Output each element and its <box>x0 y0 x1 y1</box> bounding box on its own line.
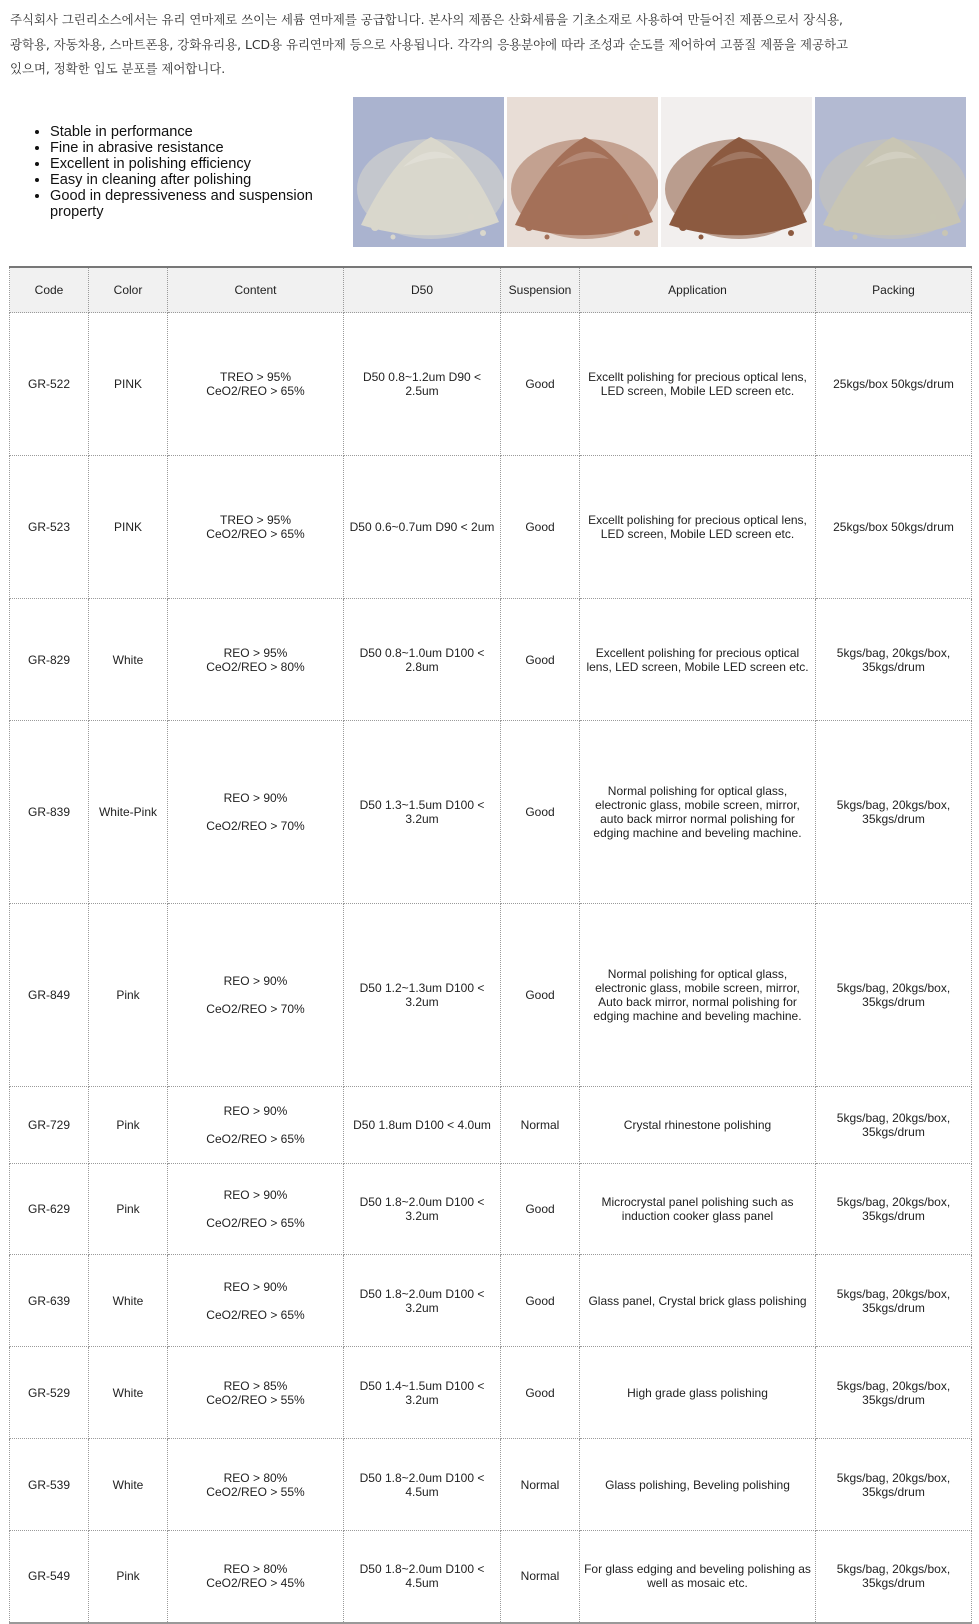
content-line: CeO2/REO > 55% <box>206 1484 305 1499</box>
cell-content <box>168 1164 344 1255</box>
intro-text <box>10 8 880 82</box>
cell-code: GR-729 <box>10 1087 89 1164</box>
pink-powder-photo <box>507 97 658 247</box>
cell-content <box>168 313 344 456</box>
cell-content <box>168 1439 344 1531</box>
content-line: REO > 85% <box>223 1378 288 1393</box>
content-line: REO > 90% <box>223 974 288 988</box>
cell-application: Excellt polishing for precious optical lens, LED screen, Mobile LED screen etc. <box>580 456 816 599</box>
content-line: CeO2/REO > 65% <box>206 1216 305 1230</box>
header-color: Color <box>89 267 168 313</box>
cell-packing: 25kgs/box 50kgs/drum <box>816 313 972 456</box>
cell-color: White <box>89 599 168 721</box>
cell-application: Crystal rhinestone polishing <box>580 1087 816 1164</box>
cell-code: GR-523 <box>10 456 89 599</box>
cell-application: Excellent polishing for precious optical lens, LED screen, Mobile LED screen etc. <box>580 599 816 721</box>
content-line: TREO > 95% <box>219 513 292 527</box>
cell-d50: D50 1.8~2.0um D100 < 3.2um <box>344 1164 501 1255</box>
cell-suspension: Good <box>501 313 580 456</box>
cell-suspension: Good <box>501 456 580 599</box>
table-row <box>10 1255 972 1347</box>
cell-code: GR-839 <box>10 721 89 904</box>
cell-color: Pink <box>89 1087 168 1164</box>
cell-suspension: Good <box>501 721 580 904</box>
cell-code: GR-629 <box>10 1164 89 1255</box>
white-powder-photo <box>353 97 504 247</box>
table-row <box>10 904 972 1087</box>
content-line: CeO2/REO > 65% <box>206 1307 305 1322</box>
cell-code: GR-829 <box>10 599 89 721</box>
cell-color: Pink <box>89 1531 168 1623</box>
cell-application: For glass edging and beveling polishing as well as mosaic etc. <box>580 1531 816 1623</box>
table-row <box>10 599 972 721</box>
product-spec-table <box>9 266 972 1624</box>
cell-code: GR-849 <box>10 904 89 1087</box>
content-line: CeO2/REO > 65% <box>206 527 305 541</box>
content-line: REO > 90% <box>223 1279 288 1294</box>
cell-d50: D50 0.8~1.0um D100 < 2.8um <box>344 599 501 721</box>
content-line: TREO > 95% <box>219 370 292 384</box>
feature-list <box>28 124 360 220</box>
cell-code: GR-549 <box>10 1531 89 1623</box>
feature-item: • Easy in cleaning after polishing <box>50 172 360 188</box>
cell-content <box>168 1347 344 1439</box>
table-row <box>10 1439 972 1531</box>
content-line: CeO2/REO > 70% <box>206 819 305 833</box>
cell-application: Glass polishing, Beveling polishing <box>580 1439 816 1531</box>
header-d50: D50 <box>344 267 501 313</box>
intro-line: 주식회사 그린리소스에서는 유리 연마제로 쓰이는 세륨 연마제를 공급합니다. 본사의 제품은 산화세륨을 기초소재로 사용하여 만들어진 제품으로서 장식용, <box>10 12 843 27</box>
cell-application: Glass panel, Crystal brick glass polishing <box>580 1255 816 1347</box>
table-row <box>10 313 972 456</box>
cell-packing: 5kgs/bag, 20kgs/box, 35kgs/drum <box>816 1531 972 1623</box>
intro-line: 있으며, 정확한 입도 분포를 제어합니다. <box>10 61 226 76</box>
cell-color: White <box>89 1439 168 1531</box>
content-line: REO > 90% <box>223 1104 288 1118</box>
cell-color: PINK <box>89 313 168 456</box>
cell-packing: 5kgs/bag, 20kgs/box, 35kgs/drum <box>816 1255 972 1347</box>
cell-content <box>168 1531 344 1623</box>
cell-suspension: Good <box>501 599 580 721</box>
cell-suspension: Good <box>501 904 580 1087</box>
feature-item: • Excellent in polishing efficiency <box>50 156 360 172</box>
cell-suspension: Good <box>501 1347 580 1439</box>
content-line: REO > 90% <box>223 791 288 805</box>
content-line: CeO2/REO > 45% <box>206 1576 305 1591</box>
cell-color: PINK <box>89 456 168 599</box>
feature-item: • Fine in abrasive resistance <box>50 140 360 156</box>
content-line: REO > 95% <box>223 645 288 660</box>
content-line: CeO2/REO > 65% <box>206 384 305 398</box>
content-line: CeO2/REO > 80% <box>206 659 305 674</box>
cell-d50: D50 1.8~2.0um D100 < 4.5um <box>344 1531 501 1623</box>
cell-color: White <box>89 1347 168 1439</box>
table-row <box>10 1347 972 1439</box>
feature-item: • Good in depressiveness and suspension property <box>50 188 360 220</box>
cell-d50: D50 0.6~0.7um D90 < 2um <box>344 456 501 599</box>
table-header-row <box>10 267 972 313</box>
cell-color: White-Pink <box>89 721 168 904</box>
cell-content <box>168 599 344 721</box>
cell-color: Pink <box>89 904 168 1087</box>
cell-application: Microcrystal panel polishing such as induction cooker glass panel <box>580 1164 816 1255</box>
cell-content <box>168 721 344 904</box>
cell-d50: D50 0.8~1.2um D90 < 2.5um <box>344 313 501 456</box>
cell-code: GR-522 <box>10 313 89 456</box>
header-content: Content <box>168 267 344 313</box>
content-line: CeO2/REO > 55% <box>206 1392 305 1407</box>
cell-packing: 5kgs/bag, 20kgs/box, 35kgs/drum <box>816 1439 972 1531</box>
cell-suspension: Normal <box>501 1531 580 1623</box>
cell-color: Pink <box>89 1164 168 1255</box>
cell-packing: 5kgs/bag, 20kgs/box, 35kgs/drum <box>816 599 972 721</box>
cell-suspension: Normal <box>501 1087 580 1164</box>
table-row <box>10 1087 972 1164</box>
cell-code: GR-639 <box>10 1255 89 1347</box>
cell-suspension: Good <box>501 1164 580 1255</box>
header-suspension: Suspension <box>501 267 580 313</box>
cell-packing: 5kgs/bag, 20kgs/box, 35kgs/drum <box>816 1164 972 1255</box>
cell-d50: D50 1.8~2.0um D100 < 4.5um <box>344 1439 501 1531</box>
cell-content <box>168 1087 344 1164</box>
cell-packing: 5kgs/bag, 20kgs/box, 35kgs/drum <box>816 1347 972 1439</box>
cell-packing: 5kgs/bag, 20kgs/box, 35kgs/drum <box>816 721 972 904</box>
white-gray-powder-photo <box>815 97 966 247</box>
cell-packing: 5kgs/bag, 20kgs/box, 35kgs/drum <box>816 1087 972 1164</box>
feature-item: • Stable in performance <box>50 124 360 140</box>
brown-powder-photo <box>661 97 812 247</box>
header-code: Code <box>10 267 89 313</box>
cell-code: GR-529 <box>10 1347 89 1439</box>
content-line: REO > 90% <box>223 1188 288 1202</box>
table-row <box>10 1164 972 1255</box>
cell-suspension: Good <box>501 1255 580 1347</box>
cell-application: High grade glass polishing <box>580 1347 816 1439</box>
cell-content <box>168 1255 344 1347</box>
table-row <box>10 1531 972 1623</box>
cell-d50: D50 1.3~1.5um D100 < 3.2um <box>344 721 501 904</box>
header-application: Application <box>580 267 816 313</box>
cell-d50: D50 1.8~2.0um D100 < 3.2um <box>344 1255 501 1347</box>
cell-d50: D50 1.4~1.5um D100 < 3.2um <box>344 1347 501 1439</box>
table-row <box>10 721 972 904</box>
intro-line: 광학용, 자동차용, 스마트폰용, 강화유리용, LCD용 유리연마제 등으로 사용됩니다. 각각의 응용분야에 따라 조성과 순도를 제어하여 고품질 제품을 제공하고 <box>10 36 848 52</box>
cell-content <box>168 456 344 599</box>
cell-packing: 5kgs/bag, 20kgs/box, 35kgs/drum <box>816 904 972 1087</box>
cell-packing: 25kgs/box 50kgs/drum <box>816 456 972 599</box>
header-packing: Packing <box>816 267 972 313</box>
cell-d50: D50 1.2~1.3um D100 < 3.2um <box>344 904 501 1087</box>
content-line: CeO2/REO > 65% <box>206 1132 305 1146</box>
content-line: REO > 80% <box>223 1470 288 1485</box>
cell-application: Excellt polishing for precious optical lens, LED screen, Mobile LED screen etc. <box>580 313 816 456</box>
cell-suspension: Normal <box>501 1439 580 1531</box>
product-photos <box>353 97 966 247</box>
cell-color: White <box>89 1255 168 1347</box>
table-row <box>10 456 972 599</box>
cell-application: Normal polishing for optical glass, electronic glass, mobile screen, mirror, auto back mirror normal polishing for edging machine and beveling machine. <box>580 721 816 904</box>
content-line: CeO2/REO > 70% <box>206 1002 305 1016</box>
cell-code: GR-539 <box>10 1439 89 1531</box>
cell-application: Normal polishing for optical glass, electronic glass, mobile screen, mirror, Auto back mirror, normal polishing for edging machine and beveling machine. <box>580 904 816 1087</box>
cell-content <box>168 904 344 1087</box>
cell-d50: D50 1.8um D100 < 4.0um <box>344 1087 501 1164</box>
content-line: REO > 80% <box>223 1562 288 1577</box>
